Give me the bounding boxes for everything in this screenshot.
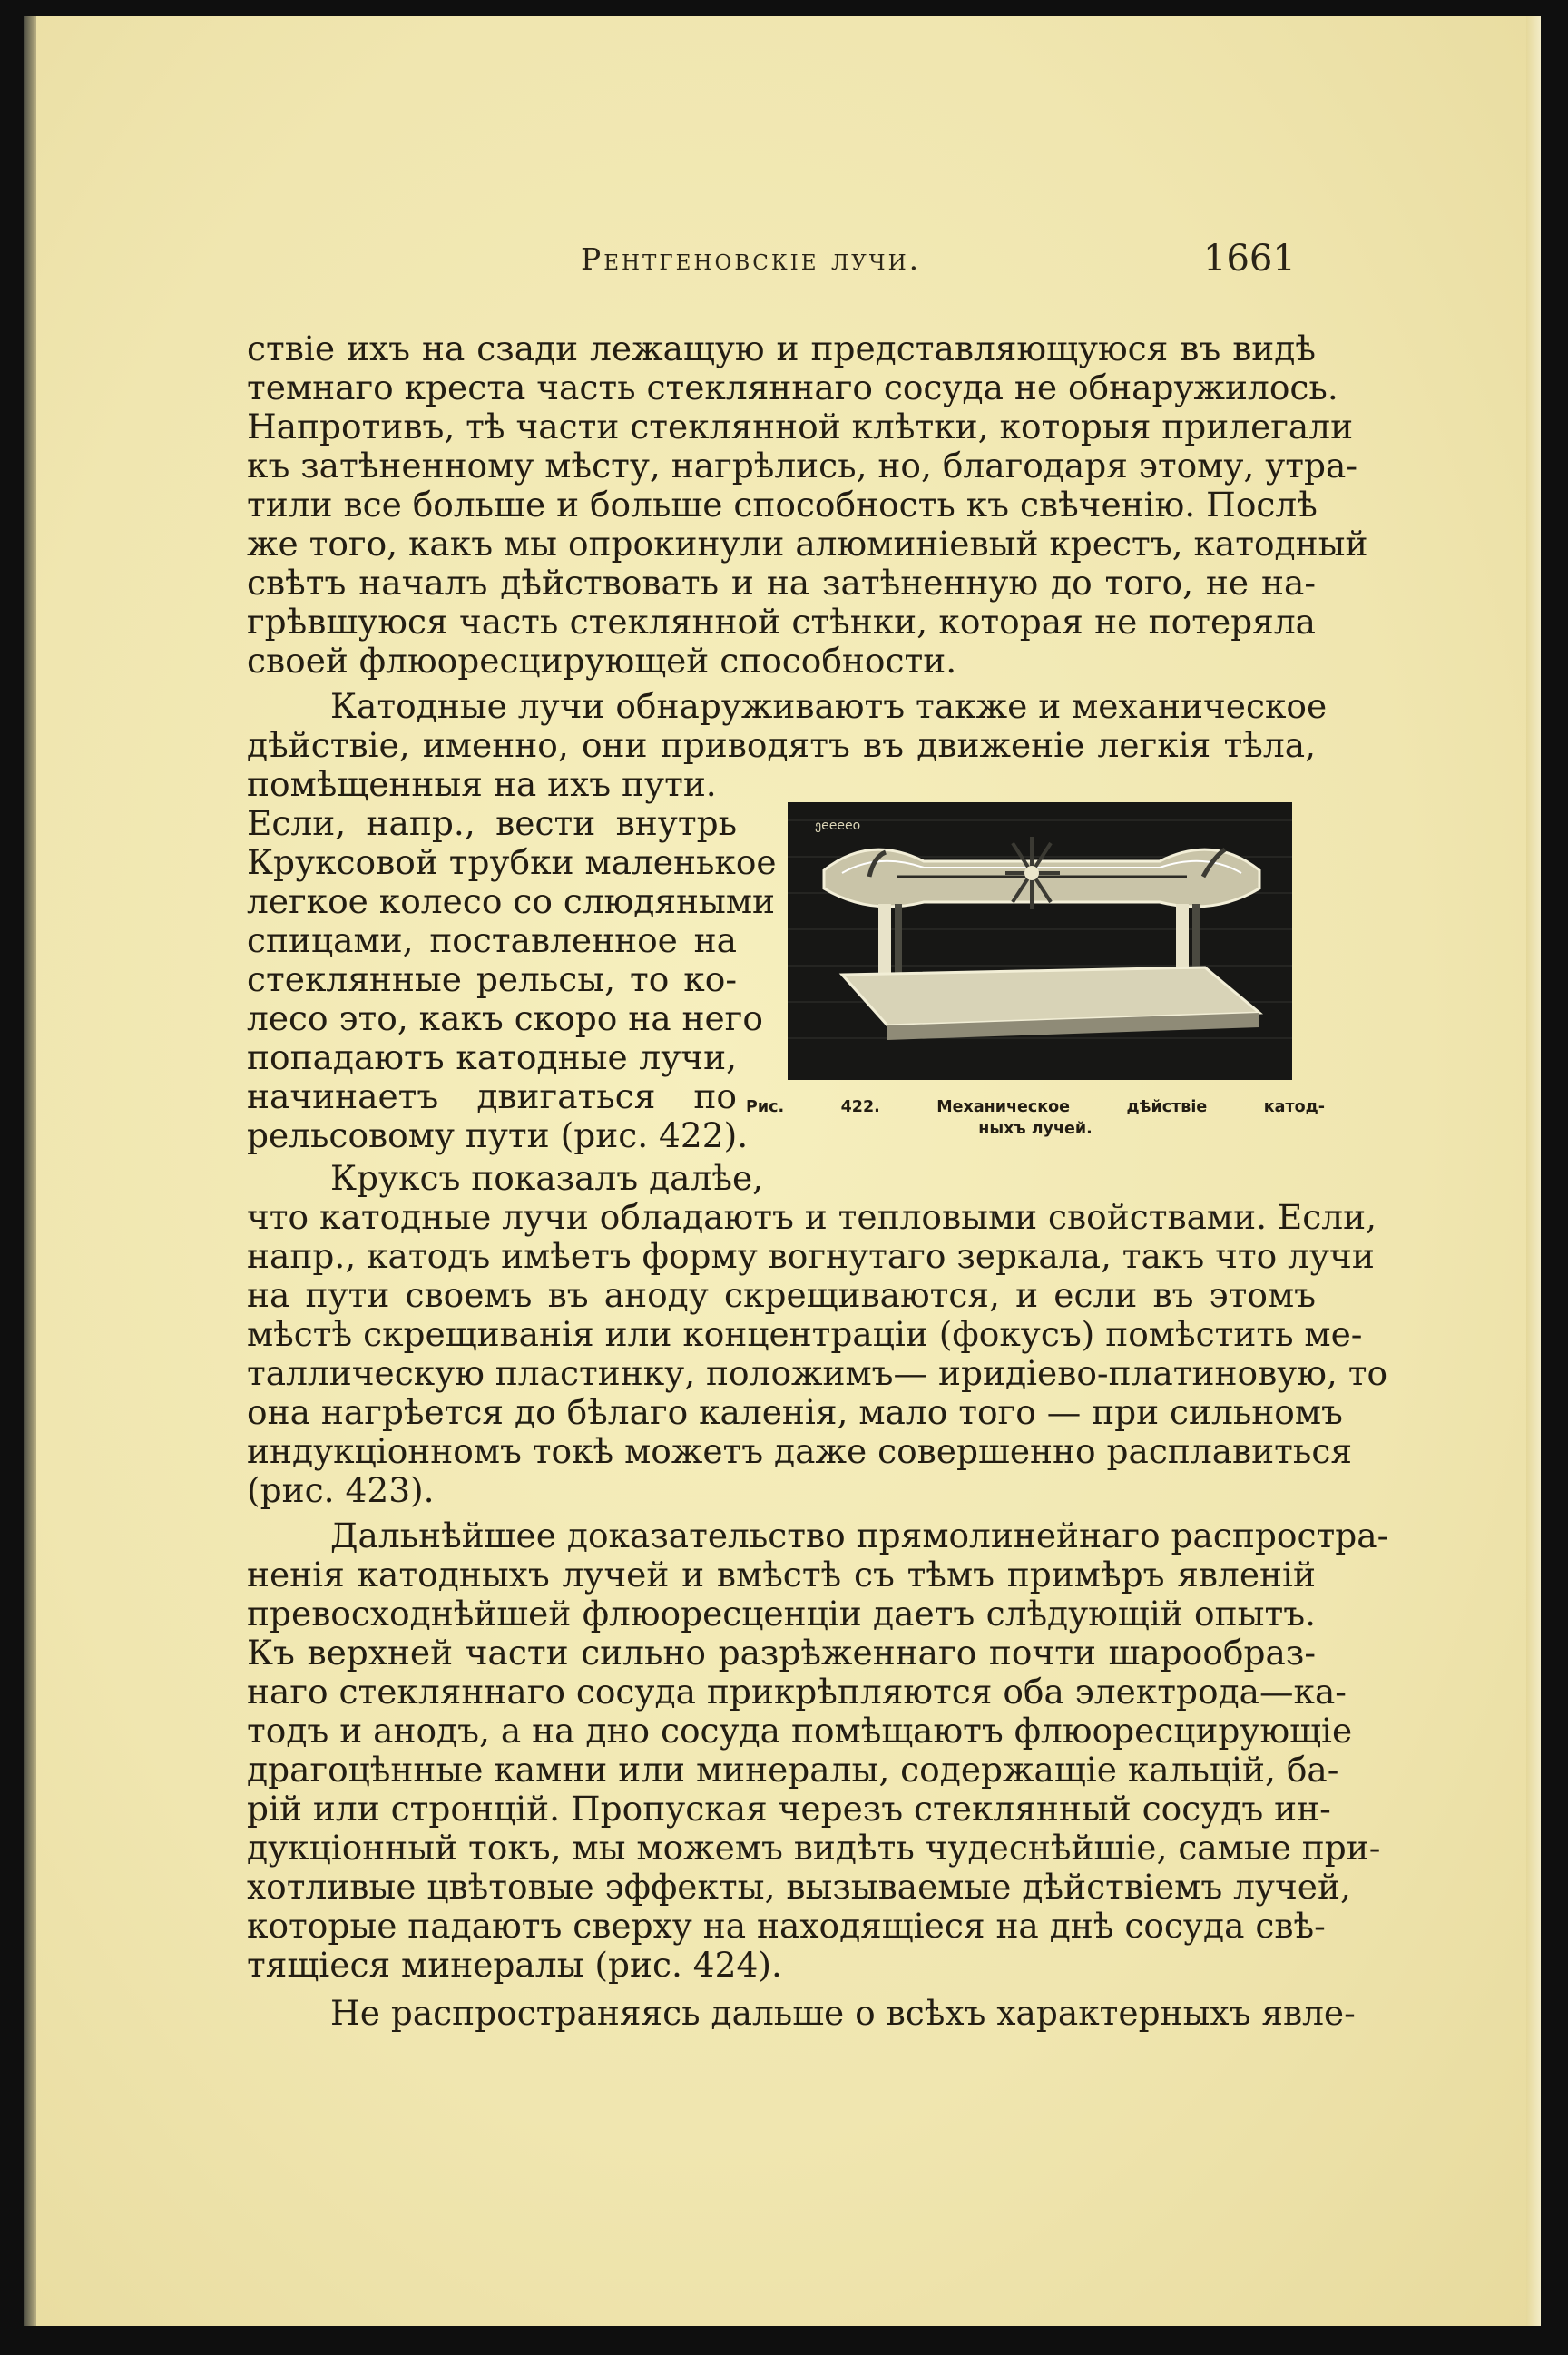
- text-line: (рис. 423).: [247, 1470, 435, 1510]
- text-line: превосходнѣйшей флюоресценціи даетъ слѣдующій опытъ.: [247, 1594, 1316, 1634]
- figure-caption: [746, 1096, 1325, 1140]
- text-line: Круксовой трубки маленькое: [247, 842, 777, 882]
- text-line: драгоцѣнные камни или минералы, содержащіе кальцій, ба-: [247, 1750, 1339, 1790]
- text-line: грѣвшуюся часть стеклянной стѣнки, которая не потеряла: [247, 602, 1316, 642]
- text-line: дѣйствіе, именно, они приводятъ въ движеніе легкія тѣла,: [247, 725, 1316, 765]
- text-line: стеклянные рельсы, то ко-: [247, 959, 737, 999]
- text-line: Къ верхней части сильно разрѣженнаго почти шарообраз-: [247, 1633, 1316, 1673]
- text-line: спицами, поставленное на: [247, 920, 737, 960]
- text-line: Напротивъ, тѣ части стеклянной клѣтки, которыя прилегали: [247, 407, 1354, 446]
- running-title: Рентгеновскіе лучи.: [581, 241, 922, 277]
- page-edge: [1526, 16, 1541, 2326]
- page-spine-shadow: [24, 16, 36, 2326]
- text-line: свѣтъ началъ дѣйствовать и на затѣненную до того, не на-: [247, 563, 1316, 603]
- text-line: лесо это, какъ скоро на него: [247, 998, 763, 1038]
- page-number: 1661: [1203, 238, 1296, 280]
- text-line: тодъ и анодъ, а на дно сосуда помѣщаютъ флюоресцирующіе: [247, 1711, 1353, 1751]
- text-line: мѣстѣ скрещиванія или концентраціи (фокусъ) помѣстить ме-: [247, 1314, 1363, 1354]
- text-line: къ затѣненному мѣсту, нагрѣлись, но, благодаря этому, утра-: [247, 446, 1358, 486]
- caption-line: Рис. 422. Механическое дѣйствіе катод-: [746, 1098, 1325, 1116]
- text-line: тящіеся минералы (рис. 424).: [247, 1945, 782, 1985]
- text-line: Катодные лучи обнаруживаютъ также и механическое: [330, 686, 1328, 726]
- text-line: тили все больше и больше способность къ свѣченію. Послѣ: [247, 485, 1318, 525]
- text-line: что катодные лучи обладаютъ и тепловыми свойствами. Если,: [247, 1197, 1377, 1237]
- text-line: ненія катодныхъ лучей и вмѣстѣ съ тѣмъ примѣръ явленій: [247, 1555, 1316, 1595]
- text-line: же того, какъ мы опрокинули алюминіевый крестъ, катодный: [247, 524, 1368, 564]
- scratch-mark: ეeeeeo: [815, 819, 861, 833]
- text-line: которые падаютъ сверху на находящіеся на днѣ сосуда свѣ-: [247, 1906, 1326, 1946]
- text-line: начинаетъ двигаться по: [247, 1076, 737, 1116]
- text-line: Если, напр., вести внутрь: [247, 803, 737, 843]
- text-line: рій или стронцій. Пропуская черезъ стеклянный сосудъ ин-: [247, 1789, 1331, 1829]
- figure-crookes-wheel: [788, 802, 1292, 1080]
- text-line: она нагрѣется до бѣлаго каленія, мало того — при сильномъ: [247, 1392, 1343, 1432]
- text-line: хотливые цвѣтовые эффекты, вызываемые дѣйствіемъ лучей,: [247, 1867, 1351, 1907]
- crookes-tube-illustration: [788, 802, 1292, 1080]
- text-line: напр., катодъ имѣетъ форму вогнутаго зеркала, такъ что лучи: [247, 1236, 1375, 1276]
- text-line: наго стекляннаго сосуда прикрѣпляются оба электрода—ка-: [247, 1672, 1347, 1712]
- text-line: Круксъ показалъ далѣе,: [330, 1158, 764, 1198]
- text-line: дукціонный токъ, мы можемъ видѣть чудеснѣйшіе, самые при-: [247, 1828, 1381, 1868]
- book-page: [24, 16, 1541, 2326]
- text-line: помѣщенныя на ихъ пути.: [247, 764, 717, 804]
- text-line: Дальнѣйшее доказательство прямолинейнаго распростра-: [330, 1516, 1389, 1555]
- text-line: ствіе ихъ на сзади лежащую и представляющуюся въ видѣ: [247, 329, 1316, 368]
- text-line: на пути своемъ въ аноду скрещиваются, и если въ этомъ: [247, 1275, 1316, 1315]
- text-line: попадаютъ катодные лучи,: [247, 1037, 737, 1077]
- text-line: таллическую пластинку, положимъ— иридіево-платиновую, то: [247, 1353, 1388, 1393]
- text-line: рельсовому пути (рис. 422).: [247, 1115, 749, 1155]
- text-line: своей флюоресцирующей способности.: [247, 641, 957, 681]
- text-line: Не распространяясь дальше о всѣхъ характерныхъ явле-: [330, 1993, 1356, 2033]
- caption-line: ныхъ лучей.: [978, 1120, 1093, 1138]
- text-line: легкое колесо со слюдяными: [247, 881, 776, 921]
- text-line: индукціонномъ токѣ можетъ даже совершенно расплавиться: [247, 1431, 1352, 1471]
- text-line: темнаго креста часть стекляннаго сосуда не обнаружилось.: [247, 368, 1338, 407]
